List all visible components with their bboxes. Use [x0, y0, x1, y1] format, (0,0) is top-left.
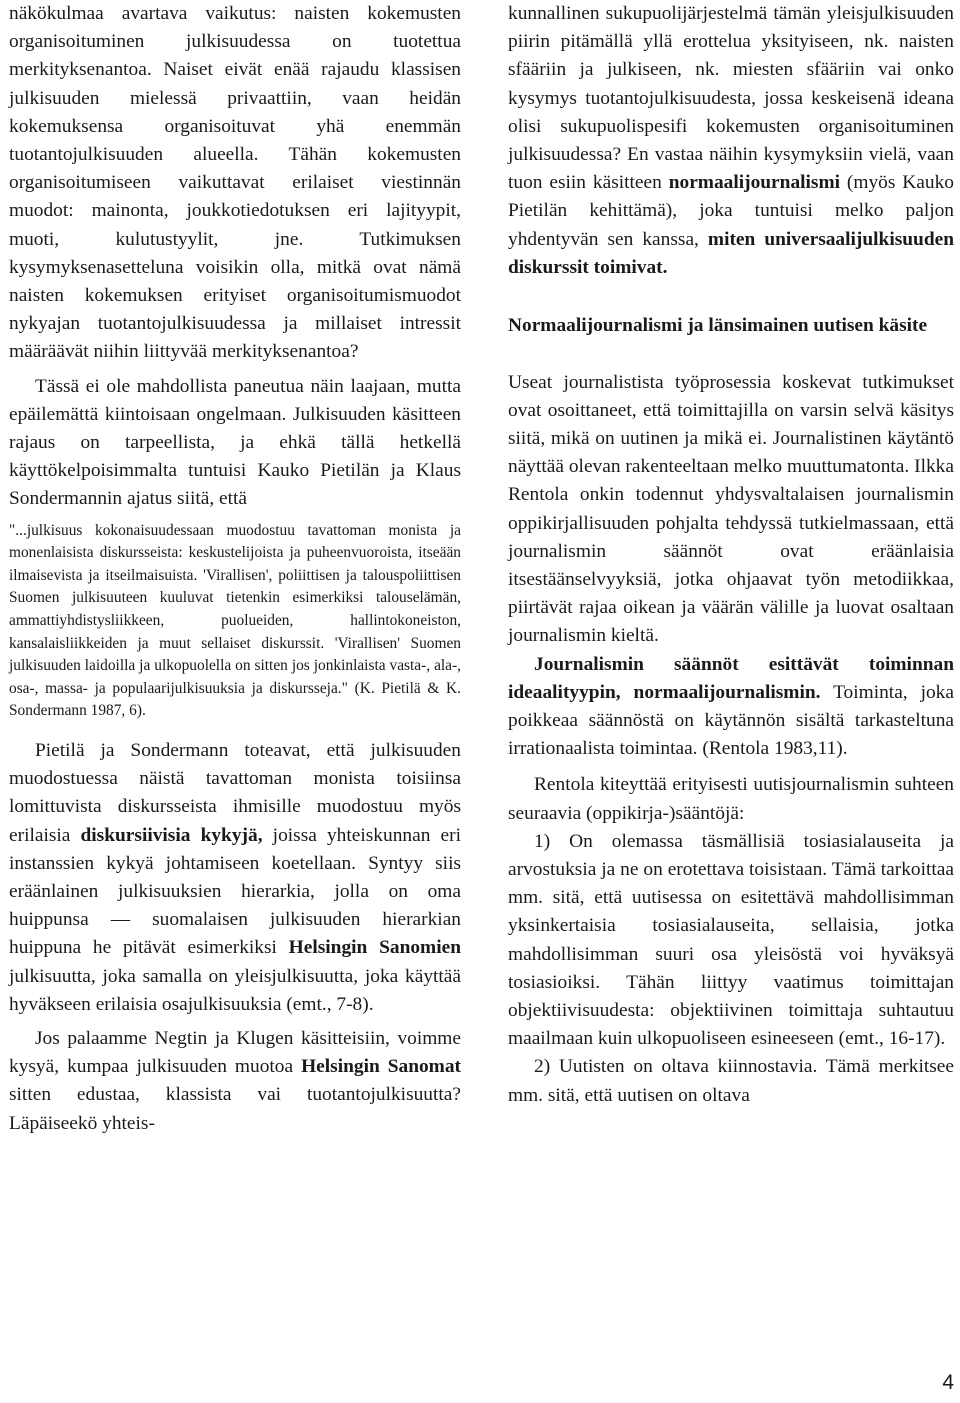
- paragraph: [508, 369, 954, 651]
- paragraph-text: sitten edustaa, klassista vai tuotantojulkisuutta? Läpäiseekö yhteis-: [9, 1084, 461, 1134]
- paragraph-text: 1) On olemassa täsmällisiä tosiasialauseita ja arvostuksia ja ne on erotettava toisistaan. Tämä tarkoittaa mm. sitä, että uutisessa on esitettävä mahdollisimman yksinkertaisia tosiasialauseita, sellaisia, jotka mahdollisimman suuri osa yleisöstä voi hyväksyä tosiasioiksi. Tähän liittyy vaatimus toimittajan objektiivisuudesta: objektiivinen toimittaja suhtautuu maailmaan kuin ulkopuoliseen esineeseen (emt., 16-17).: [508, 830, 954, 1050]
- right-column: [508, 0, 954, 1110]
- paragraph-text: Toiminta, joka poikkeaa säännöstä on käytännön sisältä tarkasteltuna irrationaalista toimintaa. (Rentola 1983,11).: [508, 681, 954, 760]
- paragraph-text: näkökulmaa avartava vaikutus: naisten kokemusten organisoituminen julkisuudessa on tuotettua merkityksenantoa. Naiset eivät enää rajaudu klassisen julkisuuden mielessä privaattiin, vaan heidän kokemuksensa organisoituvat yhä enemmän tuotantojulkisuuden alueella. Tähän kokemusten organisoitumiseen vaikuttavat erilaiset viestinnän muodot: mainonta, joukkotiedotuksen eri lajityypit, muoti, kulutustyylit, jne. Tutkimuksen kysymyksenasetteluna voisikin olla, mitkä ovat nämä naisten kokemuksen erityiset organisoitumismuodot nykyajan tuotantojulkisuudessa ja millaiset intressit määräävät niihin liittyvää merkityksenantoa?: [9, 3, 461, 363]
- paragraph-text: joissa yhteiskunnan eri instanssien kykyä johtamiseen koetellaan. Syntyy siis eräänlainen julkisuuksien hierarkia, jolla on oma huippunsa — suomalaisen julkisuuden hierarkian huippuna he pitävät esimerkiksi: [9, 824, 461, 959]
- list-item: [508, 828, 954, 1054]
- paragraph-text: Tässä ei ole mahdollista paneutua näin laajaan, mutta epäilemättä kiintoisaan ongelmaan. Julkisuuden käsitteen rajaus on tarpeellista, ja ehkä tällä hetkellä käyttökelpoisimmalta tuntuisi Kauko Pietilän ja Klaus Sondermannin ajatus siitä, että: [9, 375, 461, 510]
- paragraph-text: Pietilä ja Sondermann toteavat, että julkisuuden muodostuessa näistä tavattoman monista toisiinsa lomittuvista diskursseista ihmisille muodostuu myös erilaisia: [9, 740, 461, 846]
- block-quote: "...julkisuus kokonaisuudessaan muodostuu tavattoman monista ja monenlaisista diskursseista: keskustelijoista ja puheenvuoroista, itseään ilmaisevista ja itseilmaisuista. 'Virallisen', poliittisen ja talouspoliittisen Suomen julkisuuteen kuuluvat tietenkin esimerkiksi talouselämän, ammattiyhdistysliikkeen, puolueiden, hallintokoneiston, kansalaisliikkeiden ja muut sellaiset diskurssit. 'Virallisen' Suomen julkisuuden laidoilla ja ulkopuolella on sitten jos jonkinlaista vasta-, ala-, osa-, massa- ja populaarijulkisuuksia ja diskursseja." (K. Pietilä & K. Sondermann 1987, 6).: [9, 521, 461, 720]
- emphasis: miten universaalijulkisuuden diskurssit toimivat.: [508, 228, 954, 278]
- emphasis: Journalismin säännöt esittävät toiminnan ideaalityypin, normaalijournalismin.: [508, 653, 954, 703]
- paragraph: [508, 771, 954, 827]
- paragraph: [508, 651, 954, 764]
- paragraph-text: Jos palaamme Negtin ja Klugen käsitteisiin, voimme kysyä, kumpaa julkisuuden muotoa: [9, 1028, 461, 1078]
- emphasis: diskursiivisia kykyjä,: [80, 824, 263, 846]
- section-heading: Normaalijournalismi ja länsimainen uutisen käsite: [508, 315, 928, 337]
- paragraph: [508, 0, 954, 282]
- paragraph: [9, 1025, 461, 1138]
- page-number: 4: [942, 1371, 954, 1394]
- emphasis: Helsingin Sanomat: [301, 1056, 461, 1078]
- emphasis: Helsingin Sanomien: [288, 937, 461, 959]
- list-item: [508, 1053, 954, 1109]
- paragraph: [9, 373, 461, 514]
- paragraph: [9, 0, 461, 367]
- emphasis: normaalijournalismi: [668, 172, 841, 194]
- paragraph-text: kunnallinen sukupuolijärjestelmä tämän yleisjulkisuuden piirin pitämällä yllä erottelua yksityiseen, nk. naisten sfääriin ja julkiseen, nk. miesten sfääriin vai onko kysymys tuotantojulkisuudesta, jossa keskeisenä ideana olisi sukupuolispesifi kokemusten organisoituminen julkisuudessa? En vastaa näihin kysymyksiin vielä, vaan tuon esiin käsitteen: [508, 3, 954, 194]
- paragraph-text: 2) Uutisten on oltava kiinnostavia. Tämä merkitsee mm. sitä, että uutisen on oltava: [508, 1056, 954, 1106]
- paragraph-text: (myös Kauko Pietilän kehittämä), joka tuntuisi melko paljon yhdentyvän sen kanssa,: [508, 172, 954, 250]
- left-column: [9, 0, 461, 1138]
- paragraph-text: Rentola kiteyttää erityisesti uutisjournalismin suhteen seuraavia (oppikirja-)sääntöjä:: [508, 774, 954, 824]
- paragraph: [9, 737, 461, 1019]
- paragraph-text: Useat journalistista työprosessia koskevat tutkimukset ovat osoittaneet, että toimittajilla on varsin selvä käsitys siitä, mikä on uutinen ja mikä ei. Journalistinen käytäntö näyttää olevan rakenteeltaan melko muuttumatonta. Ilkka Rentola onkin todennut yhdysvaltalaisen journalismin oppikirjallisuuden pohjalta tehdyssä tutkielmassaan, että journalismin säännöt ovat eräänlaisia itsestäänselvyyksiä, jotka ohjaavat työn metodiikkaa, piirtävät rajaa oikean ja väärän välille ja luovat osaltaan journalismin kieltä.: [508, 371, 954, 647]
- paragraph-text: julkisuutta, joka samalla on yleisjulkisuutta, joka käyttää hyväkseen erilaisia osajulkisuuksia (emt., 7-8).: [9, 965, 461, 1015]
